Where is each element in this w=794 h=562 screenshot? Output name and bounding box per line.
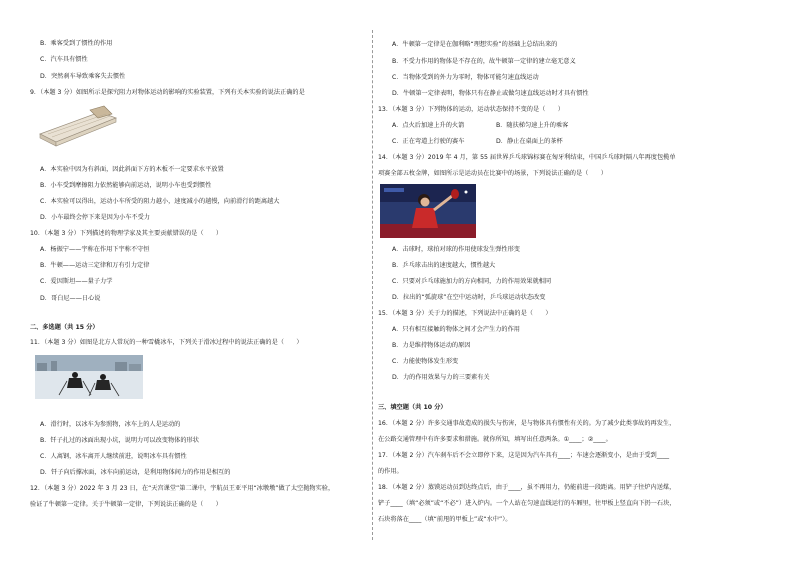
q9-option-b: B．小车受到摩擦阻力依然能够向前运动，说明小车也受到惯性 [40, 182, 212, 189]
q10-option-a: A．杨振宁——宇称在作用下宇称不守恒 [40, 246, 150, 253]
q8-option-c: C．汽车具有惯性 [40, 56, 88, 63]
q14-option-b: B．乒乓球击出的速度越大，惯性越大 [392, 262, 496, 269]
q14-option-d: D．拉出的“弧旋球”在空中运动时，乒乓球运动状态改变 [392, 294, 546, 301]
q11-option-d: D．钎子向后撑冰面，冰车向前运动，是利用物体间力的作用是相互的 [40, 469, 231, 476]
q13-option-b: B．随扶梯匀速上升的乘客 [496, 122, 569, 129]
q13-option-d: D．静止在桌面上的茶杯 [496, 138, 563, 145]
q15-option-d: D．力的作用效果与力的三要素有关 [392, 374, 490, 381]
q11-stem: 11．（本题 3 分）如图是北方人常玩的一种雪橇冰车，下列关于滑冰过程中的说法正确的是（ ） [30, 339, 303, 346]
q16-stem-line1: 16．（本题 2 分）许多交通事故造成的损失与伤害，是与物体具有惯性有关的。为了减少此类事故的再发生， [378, 420, 676, 427]
q12-stem-line2: 验证了牛顿第一定律。关于牛顿第一定律，下列说法正确的是（ ） [30, 501, 222, 508]
q10-option-d: D．哥白尼——日心说 [40, 295, 101, 302]
q11-option-a: A．滑行时，以冰车为参照物，冰车上的人是运动的 [40, 421, 181, 428]
q18-stem-line3: 石块将落在____（填“前甩的甲板上”或“水中”）。 [378, 516, 512, 523]
section-fill-blank-heading: 三、填空题（共 10 分） [378, 404, 447, 411]
incline-ramp-figure [38, 104, 118, 148]
q17-stem-line1: 17．（本题 2 分）汽车刹车后不会立即停下来，这是因为汽车具有____；车速会逐渐变小，是由于受到____ [378, 452, 670, 459]
q9-stem: 9．（本题 3 分）如图所示是探究阻力对物体运动的影响的实验装置，下列有关本实验的说法正确的是 [30, 89, 305, 96]
q9-option-a: A．本实验中因为有斜面，因此斜面下方的木板不一定要求水平放置 [40, 166, 224, 173]
q14-option-a: A．击球时，球拍对球的作用使球发生弹性形变 [392, 246, 520, 253]
q12-option-d: D．牛顿第一定律表明，物体只有在静止或做匀速直线运动时才具有惯性 [392, 90, 589, 97]
q8-option-d: D．突然刹车导致乘客失去惯性 [40, 73, 126, 80]
q10-stem: 10．（本题 3 分）下列描述的物理学家及其主要贡献错误的是（ ） [30, 230, 223, 237]
q14-stem-line2: 项赛全部五枚金牌，如图所示是运动员在比赛中的场景，下列说法正确的是（ ） [378, 170, 607, 177]
ice-sled-photo [35, 355, 143, 399]
q13-option-a: A．点火后加速上升的火箭 [392, 122, 465, 129]
q10-option-c: C．爱因斯坦——量子力学 [40, 278, 113, 285]
q16-stem-line2: 在公路交通管理中有许多要求和措施。就你所知，填写出任意两条。①____；②____。 [378, 436, 612, 443]
q8-option-b: B．乘客受到了惯性的作用 [40, 40, 113, 47]
q12-stem-line1: 12．（本题 3 分）2022 年 3 月 23 日，在“天宫课堂”第二课中，宇航员王亚平用“冰墩墩”做了太空抛物实验， [30, 485, 335, 492]
q11-option-b: B．钎子扎过的冰面出现小坑，说明力可以改变物体的形状 [40, 437, 199, 444]
q10-option-b: B．牛顿——运动三定律和万有引力定律 [40, 262, 150, 269]
q12-option-a: A．牛顿第一定律是在伽利略“理想实验”的基础上总结出来的 [392, 41, 558, 48]
table-tennis-player-photo [380, 184, 476, 238]
q12-option-b: B．不受力作用的物体是不存在的，故牛顿第一定律的建立毫无意义 [392, 58, 576, 65]
q13-stem: 13．（本题 3 分）下列物体的运动，运动状态保持不变的是（ ） [378, 106, 564, 113]
q15-option-c: C．力能使物体发生形变 [392, 358, 459, 365]
q9-option-d: D．小车最终会停下来是因为小车不受力 [40, 214, 150, 221]
q15-option-b: B．力是维持物体运动的原因 [392, 342, 471, 349]
q13-option-c: C．正在弯道上行驶的赛车 [392, 138, 465, 145]
column-divider [372, 30, 373, 540]
q9-option-c: C．本实验可以得出，运动小车所受的阻力越小，速度减小的越慢，向前滑行的距离越大 [40, 198, 280, 205]
q17-stem-line2: 的作用。 [378, 468, 403, 475]
q18-stem-line1: 18．（本题 2 分）蒸馍运动员到达终点后，由于____，虽不再用力，仍能前进一段距离。用铲子往炉内送煤， [378, 484, 676, 491]
section-multi-choice-heading: 二、多选题（共 15 分） [30, 324, 99, 331]
q11-option-c: C．人离钢，冰车离开人继续前进，说明冰车具有惯性 [40, 453, 187, 460]
q12-option-c: C．当物体受到的外力为零时，物体可能匀速直线运动 [392, 74, 539, 81]
q18-stem-line2: 铲子____（填“必须”或“不必”）进入炉内。一个人站在匀速直线运行的车厢里，往甲板上竖直向下扔一石块， [378, 500, 676, 507]
q15-option-a: A．只有相互接触的物体之间才会产生力的作用 [392, 326, 520, 333]
q14-stem-line1: 14．（本题 3 分）2019 年 4 月，第 55 届世界乒乓球锦标赛在匈牙利结束，中国乒乓球时隔八年再度包揽单 [378, 154, 676, 161]
q15-stem: 15．（本题 3 分）关于力的描述，下列说法中正确的是（ ） [378, 310, 552, 317]
q14-option-c: C．只要对乒乓球施加力的方向相同，力的作用效果就相同 [392, 278, 552, 285]
